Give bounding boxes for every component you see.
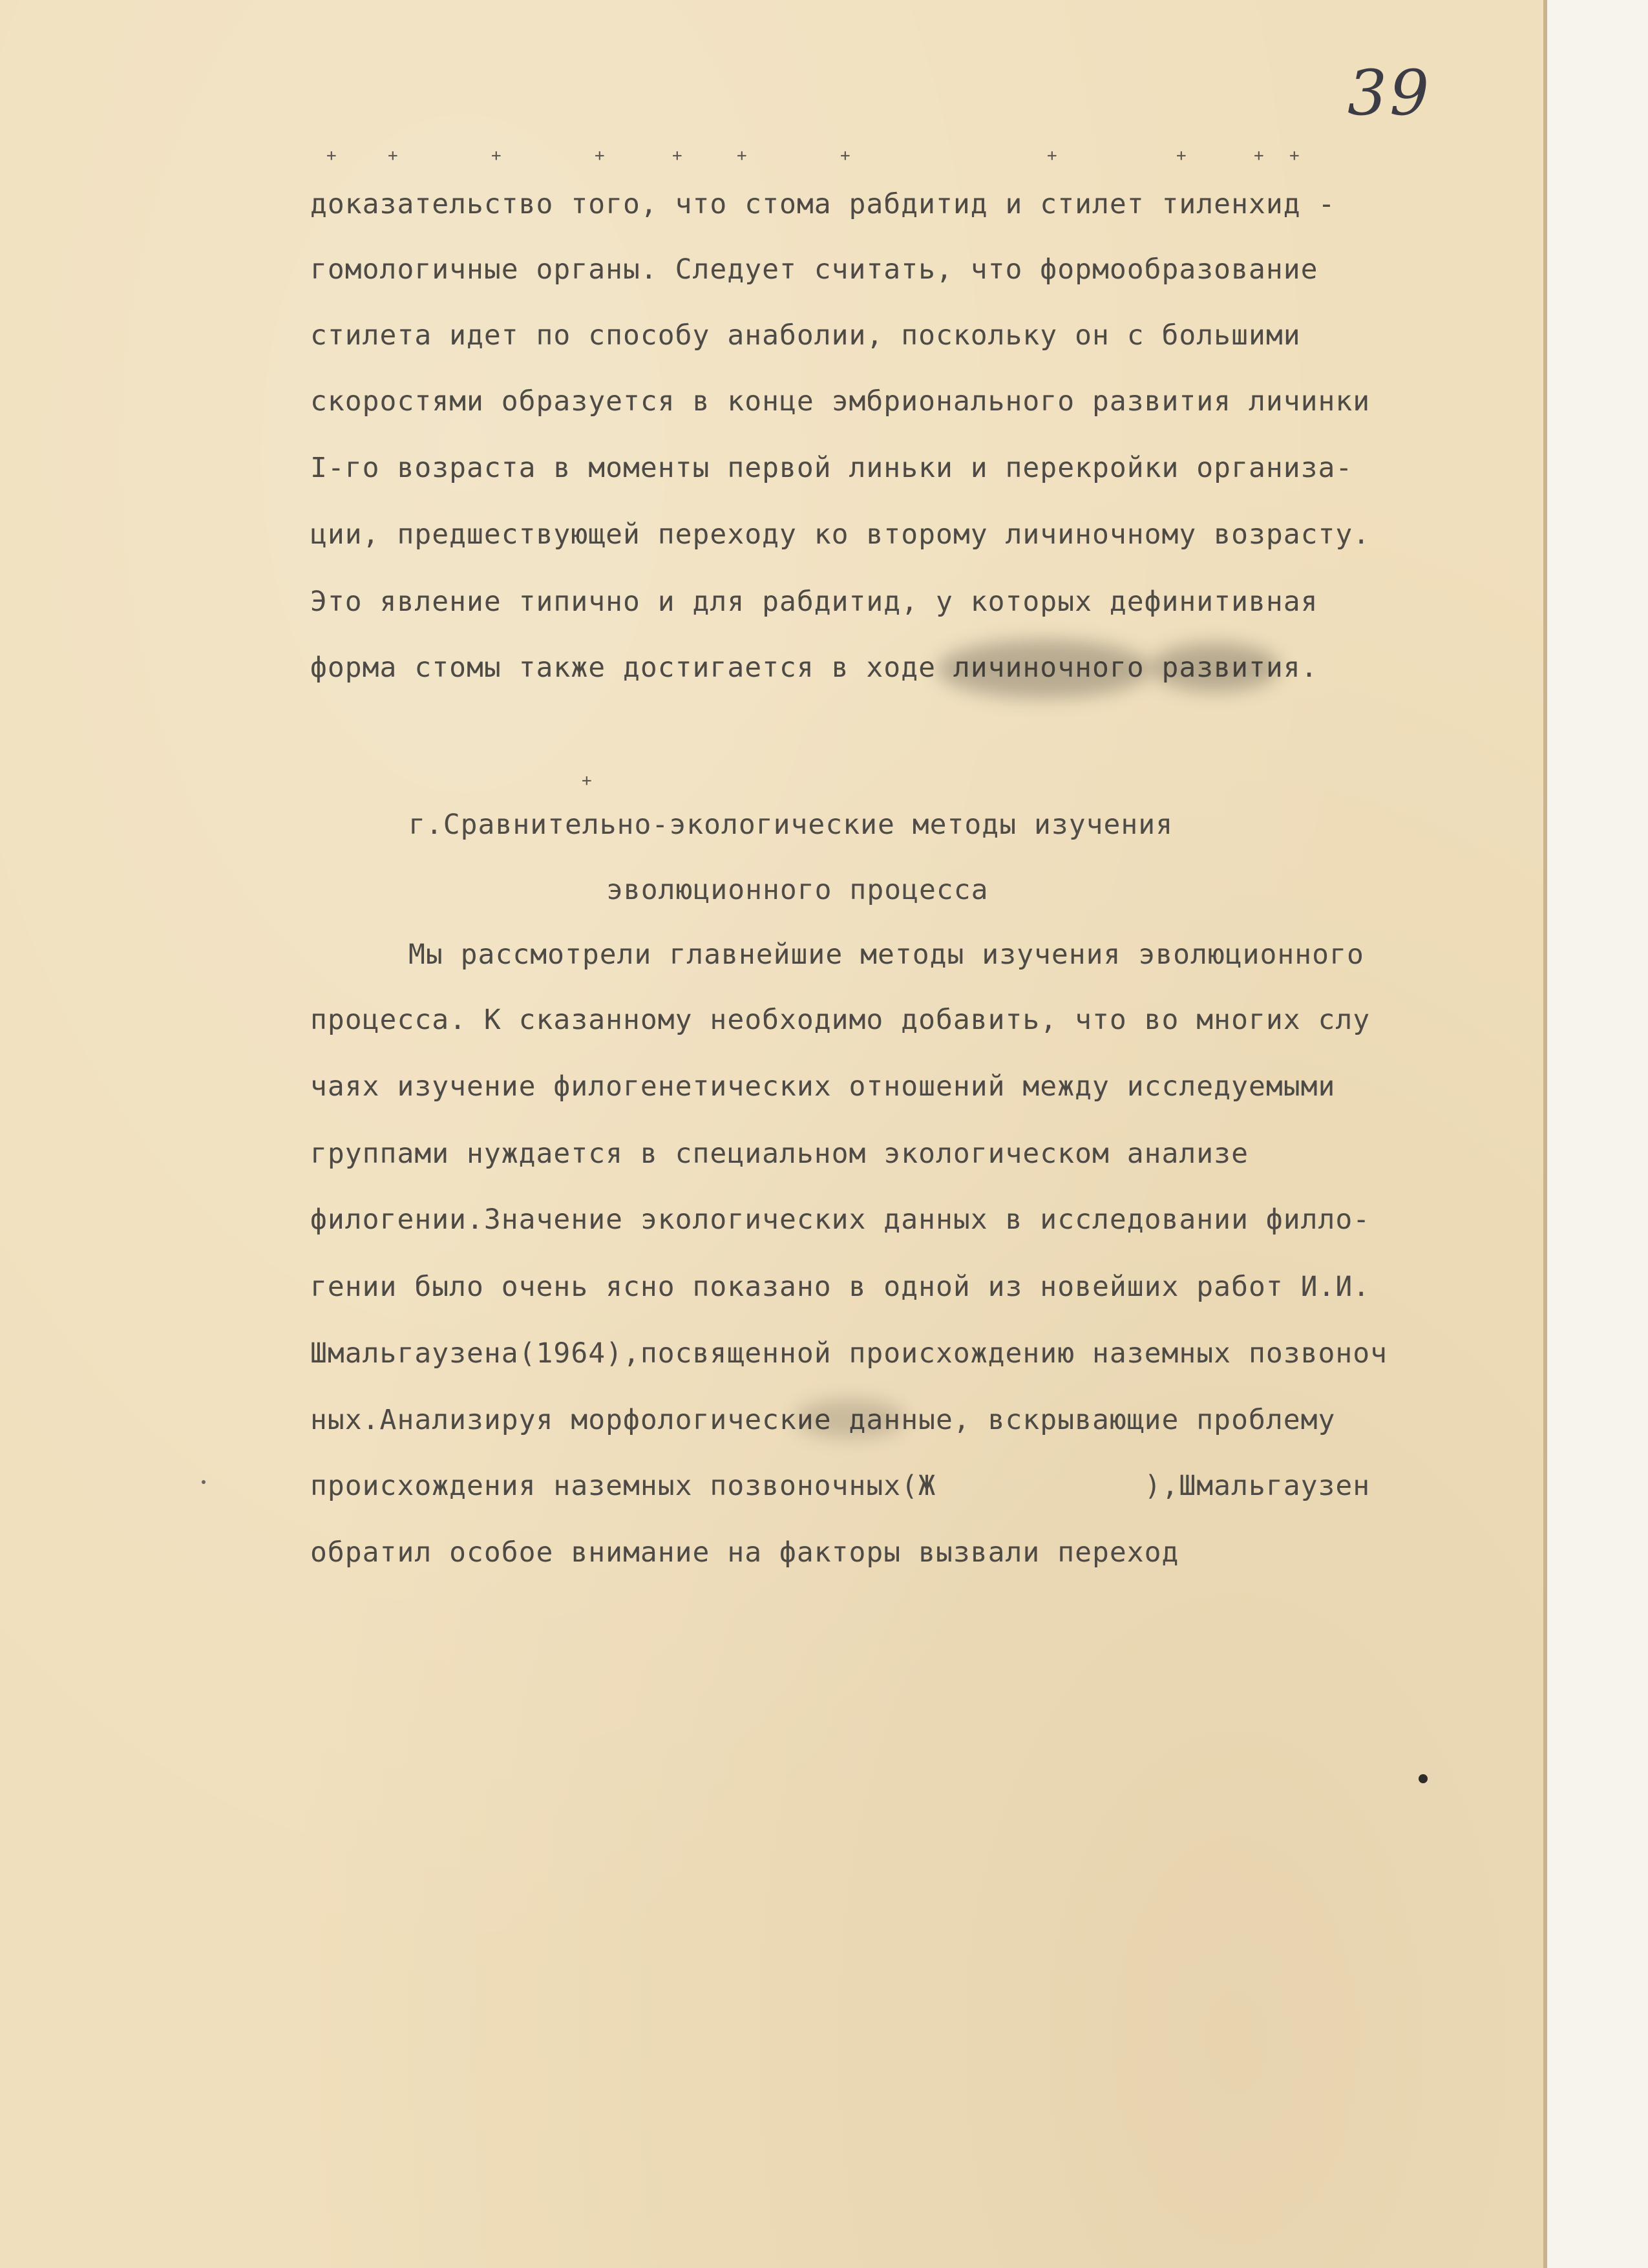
typewriter-mark: + xyxy=(840,146,850,165)
paragraph-2-line: группами нуждается в специальном экологическом анализе xyxy=(310,1138,1249,1170)
paragraph-1-line: скоростями образуется в конце эмбрионального развития личинки xyxy=(310,385,1371,418)
paragraph-2-line: чаях изучение филогенетических отношений между исследуемыми xyxy=(310,1070,1336,1103)
paragraph-2-line: ных.Анализируя морфологические данные, вскрывающие проблему xyxy=(310,1404,1336,1436)
paragraph-1-line: форма стомы также достигается в ходе личиночного развития. xyxy=(310,652,1318,684)
paragraph-2-line: процесса. К сказанному необходимо добавить, что во многих слу xyxy=(310,1004,1371,1036)
paper-edge xyxy=(1543,0,1547,2268)
typewriter-mark: + xyxy=(491,146,502,165)
paragraph-2-line: гении было очень ясно показано в одной из новейших работ И.И. xyxy=(310,1271,1371,1303)
typewriter-mark: + xyxy=(1176,146,1187,165)
paragraph-1-line: стилета идет по способу анаболии, поскольку он с большими xyxy=(310,319,1301,352)
paragraph-1-line: I-го возраста в моменты первой линьки и перекройки организа- xyxy=(310,452,1353,484)
paragraph-2-line: происхождения наземных позвоночных(Ж ),Шмальгаузен xyxy=(310,1470,1371,1502)
typewriter-mark: + xyxy=(672,146,682,165)
paragraph-2-line: Мы рассмотрели главнейшие методы изучения эволюционного xyxy=(408,938,1364,971)
ink-smudge xyxy=(1150,643,1280,692)
typewriter-mark: + xyxy=(582,771,592,790)
section-heading: эволюционного процесса xyxy=(606,874,989,906)
page-number: 39 xyxy=(1347,57,1432,129)
ink-dot xyxy=(1419,1774,1428,1783)
paragraph-2-line: филогении.Значение экологических данных в исследовании филло- xyxy=(310,1203,1371,1236)
typewriter-mark: + xyxy=(388,146,398,165)
paragraph-1-line: ции, предшествующей переходу ко второму личиночному возрасту. xyxy=(310,518,1371,551)
ink-dot xyxy=(202,1480,206,1484)
typewriter-mark: + xyxy=(1047,146,1057,165)
paragraph-1-line: доказательство того, что стома рабдитид и стилет тиленхид - xyxy=(310,188,1336,220)
paragraph-1-line: гомологичные органы. Следует считать, что формообразование xyxy=(310,253,1318,286)
paragraph-1-line: Это явление типично и для рабдитид, у которых дефинитивная xyxy=(310,586,1318,618)
paragraph-2-line: Шмальгаузена(1964),посвященной происхождению наземных позвоноч xyxy=(310,1337,1388,1370)
typewriter-mark: + xyxy=(737,146,747,165)
section-heading: г.Сравнительно-экологические методы изучения xyxy=(408,809,1174,841)
typewriter-mark: + xyxy=(595,146,605,165)
ink-smudge xyxy=(937,640,1150,698)
ink-smudge xyxy=(795,1399,905,1438)
typewriter-mark: + xyxy=(326,146,337,165)
typewriter-mark: + xyxy=(1289,146,1300,165)
typewriter-mark: + xyxy=(1254,146,1264,165)
paragraph-2-line: обратил особое внимание на факторы вызвали переход xyxy=(310,1536,1179,1569)
